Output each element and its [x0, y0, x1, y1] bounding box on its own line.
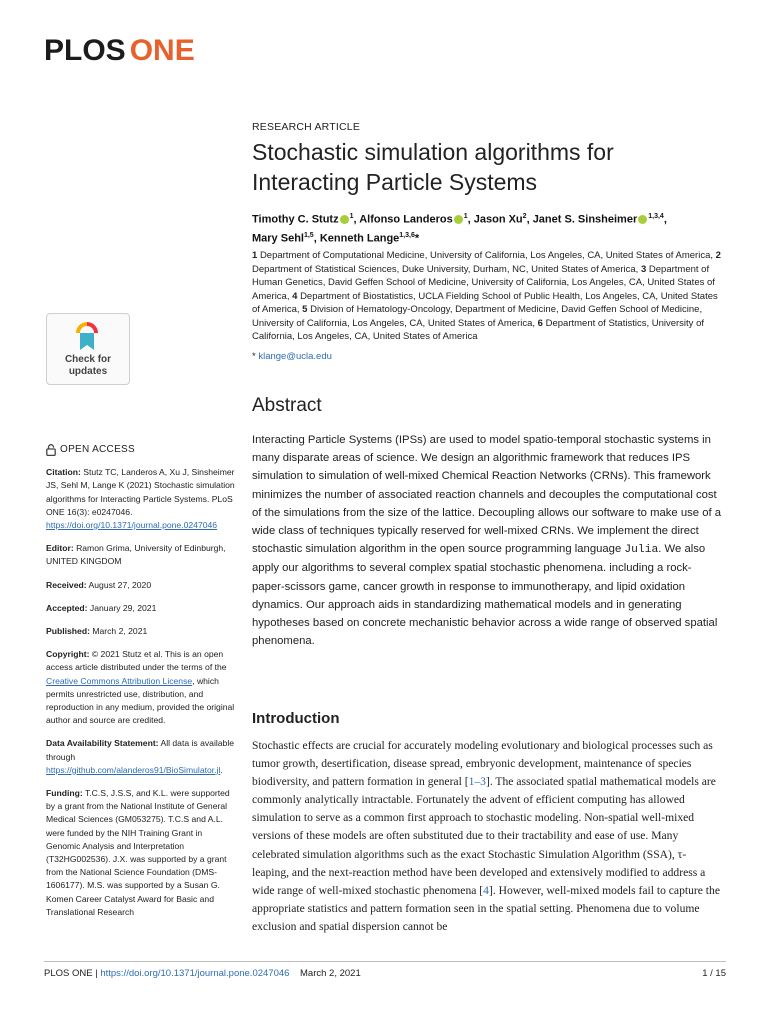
author-affil-sup: 1,3,6: [399, 231, 415, 239]
article-type: RESEARCH ARTICLE: [252, 121, 361, 133]
crossmark-icon: [72, 320, 102, 352]
footer-separator: |: [92, 968, 101, 979]
intro-part3: ]. However, well-mixed models fail to capture the appropriate statistics and pattern formation seen in the spatial setting. Phenomena due to volume exclusion and spatial dispersion cannot be: [252, 883, 720, 933]
footer-journal: PLOS ONE: [44, 968, 93, 979]
copyright-label: Copyright:: [46, 649, 90, 660]
journal-logo: [44, 34, 195, 68]
reference-link[interactable]: 4: [483, 883, 489, 897]
footer-date: March 2, 2021: [300, 968, 361, 979]
funding-text: T.C.S, J.S.S, and K.L. were supported by a grant from the National Institute of General Medical Sciences (GM053275). T.C.S and A.L. were funded by the NIH Training Grant in Genomic Analysis and Interpretation (T32HG002536). J.X. was supported by a grant from the National Science Foundation (DMS-1606177). M.S. was supported by a Susan G. Komen Career Catalyst Award for Basic and Translational Research: [46, 788, 230, 917]
check-for-updates-badge[interactable]: [46, 313, 130, 385]
github-link[interactable]: https://github.com/alanderos91/BioSimulator.jl: [46, 764, 221, 775]
page-number: 1 / 15: [702, 968, 726, 979]
author-name[interactable]: Mary Sehl: [252, 232, 304, 245]
received-label: Received:: [46, 579, 87, 590]
footer-doi-link[interactable]: https://doi.org/10.1371/journal.pone.0247046: [100, 968, 290, 979]
logo-one: ONE: [129, 34, 195, 67]
citation-label: Citation:: [46, 467, 81, 478]
author-list: Timothy C. Stutz $^1$, Alfonso Landeros $^1$, Jason Xu$^2$, Janet S. Sinsheimer $^{1,3,4}$, Mary Sehl$^{1,5}$, Kenneth Lange$^{1,3,6}$*: [252, 213, 667, 245]
open-lock-icon: [46, 444, 56, 456]
affil-num: 5: [302, 304, 308, 315]
open-access-label: [46, 443, 236, 456]
funding-block: [46, 787, 236, 919]
data-availability-label: Data Availability Statement:: [46, 738, 159, 749]
introduction-heading: Introduction: [252, 710, 340, 727]
page-footer: [44, 968, 726, 979]
affil-text: Department of Statistics, University of California, Los Angeles, CA, United States of America: [252, 317, 704, 342]
published-date: March 2, 2021: [89, 626, 148, 637]
article-info-sidebar: [46, 443, 236, 929]
article-title: Stochastic simulation algorithms for Interacting Particle Systems: [252, 139, 614, 195]
abstract-heading: Abstract: [252, 395, 322, 416]
affil-num: 1: [252, 250, 258, 261]
introduction-text: [252, 737, 722, 936]
copyright-block: [46, 648, 236, 727]
abstract-part2: . We also apply our algorithms to several complex spatial stochastic phenomena. including a rock-paper-scissors game, cancer growth in response to immunotherapy, and lipid oxidation dynamics. Our approach aids in standardizing mathematical models and in generating hypotheses based on concrete mechanistic behavior across a wide range of observed spatial phenomena.: [252, 543, 718, 648]
editor-label: Editor:: [46, 543, 74, 554]
citation-text: Stutz TC, Landeros A, Xu J, Sinsheimer JS, Sehl M, Lange K (2021) Stochastic simulation algorithms for Interacting Particle Systems. PLoS ONE 16(3): e0247046.: [46, 467, 235, 517]
license-link[interactable]: Creative Commons Attribution License: [46, 675, 193, 686]
email-prefix: *: [252, 351, 259, 362]
copyright-text: © 2021 Stutz et al. This is an open access article distributed under the terms of the: [46, 649, 227, 673]
affil-num: 4: [292, 290, 298, 302]
check-updates-line1: Check for: [64, 354, 112, 365]
author-affil-sup: 1,3,4: [648, 213, 664, 220]
accepted-block: [46, 602, 236, 615]
received-date: August 27, 2020: [86, 579, 152, 590]
affil-num: 2: [715, 250, 721, 261]
received-block: [46, 579, 236, 592]
author-affil-sup: 1: [349, 213, 354, 220]
affil-text: Department of Human Genetics, David Geffen School of Medicine, University of California, Los Angeles, CA, United States of America,: [252, 263, 715, 302]
author-name[interactable]: Janet S. Sinsheimer: [532, 213, 638, 226]
orcid-icon[interactable]: [340, 215, 349, 224]
affil-text: Department of Biostatistics, UCLA Fielding School of Public Health, Los Angeles, CA, United States of America,: [252, 290, 718, 315]
affil-num: 3: [640, 263, 647, 275]
author-name[interactable]: Alfonso Landeros: [359, 213, 453, 226]
funding-label: Funding:: [46, 788, 83, 799]
data-availability-end: .: [220, 764, 223, 775]
accepted-label: Accepted:: [46, 602, 88, 613]
published-block: [46, 625, 236, 638]
author-affil-sup: 2: [522, 213, 527, 220]
abstract-code: Julia: [624, 544, 659, 557]
intro-part2: ]. The associated spatial mathematical models are commonly analytically intractable. Fortunately the advent of efficient computing has allowed simulation to serve as a common first approach to stochastic modeling. Non-spatial well-mixed versions of these models are often substituted due to their tractability and ease of use. Many celebrated simulation algorithms such as the exact Stochastic Simulation Algorithm (SSA), τ-leaping, and the next-reaction method have been developed and extensively modified to address a wide range of well-mixed stochastic phenomena [: [252, 775, 716, 897]
footer-divider: [44, 961, 726, 962]
affil-num: 6: [537, 317, 543, 329]
orcid-icon[interactable]: [454, 215, 463, 224]
author-name[interactable]: Kenneth Lange: [319, 232, 400, 245]
intro-part1: Stochastic effects are crucial for accurately modeling evolutionary and biological processes such as tumor growth, desertification, disease spread, embryonic development, maintenance of species biodiversity, and pattern formation in general [: [252, 739, 713, 789]
affil-text: Department of Computational Medicine, University of California, Los Angeles, CA, United States of America,: [259, 250, 713, 261]
open-access-text: OPEN ACCESS: [60, 444, 135, 455]
editor-text: Ramon Grima, University of Edinburgh, UNITED KINGDOM: [46, 543, 226, 567]
affil-text: Department of Statistical Sciences, Duke University, Durham, NC, United States of America,: [252, 263, 639, 275]
affil-text: Division of Hematology-Oncology, Department of Medicine, David Geffen School of Medicine, University of California, Los Angeles, CA, United States of America,: [252, 304, 703, 329]
editor-block: [46, 542, 236, 568]
check-updates-label: [47, 354, 129, 378]
affiliations: [252, 249, 727, 344]
citation-block: [46, 466, 236, 532]
author-affil-sup: 1: [463, 213, 468, 220]
author-affil-sup: 1,5: [303, 231, 314, 239]
data-availability-text: All data is available through: [46, 738, 235, 762]
citation-doi-link[interactable]: https://doi.org/10.1371/journal.pone.0247046: [46, 520, 218, 531]
abstract-part1: Interacting Particle Systems (IPSs) are used to model spatio-temporal stochastic systems in many disparate areas of science. We design an algorithmic framework that reduces IPS simulation to simulation of well-mixed Chemical Reaction Networks (CRNs). This framework minimizes the number of associated reaction channels and decouples the computational cost of the simulations from the size of the lattice. Decoupling allows our software to make use of a wide class of techniques typically reserved for well-mixed CRNs. We implement the direct stochastic simulation algorithm in the open source programming language: [252, 434, 722, 556]
orcid-icon[interactable]: [638, 215, 647, 224]
reference-link[interactable]: 1–3: [468, 775, 486, 789]
logo-plos: PLOS: [44, 34, 126, 67]
accepted-date: January 29, 2021: [87, 602, 157, 613]
author-name[interactable]: Timothy C. Stutz: [252, 213, 339, 226]
corresponding-email: [252, 351, 332, 362]
abstract-text: [252, 431, 722, 650]
corresponding-mark: *: [414, 232, 420, 245]
published-label: Published:: [46, 626, 90, 637]
author-name[interactable]: Jason Xu: [473, 213, 523, 226]
email-link[interactable]: klange@ucla.edu: [258, 351, 332, 362]
check-updates-line2: updates: [68, 366, 108, 377]
copyright-text-end: , which permits unrestricted use, distribution, and reproduction in any medium, provided the original author and source are credited.: [46, 675, 235, 726]
data-availability-block: [46, 737, 236, 777]
